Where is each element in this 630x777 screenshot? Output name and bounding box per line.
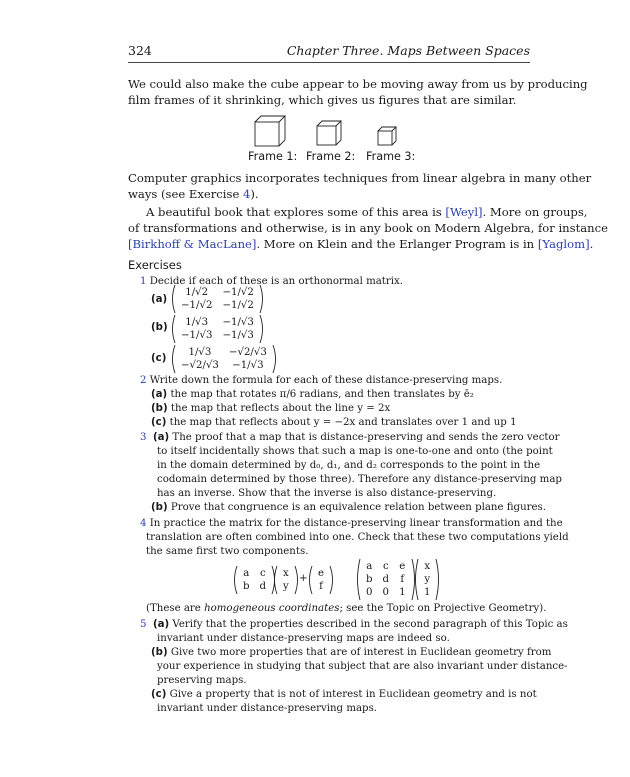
matrix-cell: 0	[382, 587, 390, 598]
right-paren	[329, 565, 335, 595]
ex5-c-label: (c)	[151, 689, 167, 700]
matrix-entries	[313, 567, 329, 593]
exercise-5	[140, 618, 568, 632]
matrix-cell: 1/√3	[188, 347, 212, 358]
matrix-4-ab	[232, 565, 277, 595]
exercise-2-text: Write down the formula for each of these distance-preserving maps.	[149, 375, 503, 386]
ex3-b-label: (b)	[151, 502, 168, 513]
ex3-b	[151, 501, 546, 515]
matrix-cell: b	[366, 574, 373, 585]
ex4-note-em: homogeneous coordinates	[204, 603, 340, 614]
citation-yaglom[interactable]: [Yaglom]	[537, 237, 590, 251]
ex5-a-line-1: Verify that the properties described in the second paragraph of this Topic as	[172, 619, 568, 630]
frame-caption-3: Frame 3:	[366, 150, 416, 163]
matrix-cell: −1/√2	[181, 300, 213, 311]
ex1-c-label: (c)	[151, 353, 167, 364]
exercise-5-number: 5	[140, 619, 147, 630]
intro-line-2: film frames of it shrinking, which gives us figures that are similar.	[128, 93, 517, 107]
ex5-c-line-1: Give a property that is not of interest in Euclidean geometry and is not	[169, 689, 537, 700]
matrix-cell: 0	[366, 587, 373, 598]
ex3-a-line-2: to itself incidentally shows that such a map is one-to-one and onto (the point	[157, 446, 553, 457]
ex2-c-text: the map that reflects about y = −2x and translates over 1 and up 1	[169, 417, 517, 428]
matrix-entries	[176, 346, 272, 372]
matrix-1a	[170, 284, 265, 314]
ex4-note-pre: (These are	[146, 603, 205, 614]
ex5-c-line-2: invariant under distance-preserving maps.	[157, 703, 378, 714]
ex1-a-label: (a)	[151, 294, 168, 305]
matrix-cell: y	[283, 581, 289, 592]
ex3-a-line-1: The proof that a map that is distance-preserving and sends the zero vector	[172, 432, 560, 443]
vector-4-xy	[272, 565, 300, 595]
ex3-a-line-5: has an inverse. Show that the inverse is also distance-preserving.	[157, 488, 497, 499]
ex2-b	[151, 402, 390, 416]
matrix-cell: x	[424, 561, 431, 572]
ex3-a-label: (a)	[152, 432, 170, 443]
para2-line-1	[146, 204, 587, 220]
exercise-4	[140, 517, 563, 531]
matrix-cell: d	[259, 581, 267, 592]
ex5-b-label: (b)	[151, 647, 168, 658]
matrix-cell: −1/√2	[222, 300, 254, 311]
header-rule	[128, 62, 530, 63]
page-number: 324	[128, 43, 152, 58]
citation-weyl[interactable]: [Weyl]	[445, 205, 483, 219]
para2-text-2: . More on groups,	[482, 205, 588, 219]
matrix-cell: c	[259, 568, 266, 579]
ex2-a	[151, 388, 474, 402]
exercise-2-number: 2	[140, 375, 147, 386]
ex2-b-text: the map that reflects about the line y = 2x	[170, 403, 391, 414]
matrix-1c	[170, 344, 278, 374]
matrix-cell: −1/√3	[222, 317, 254, 328]
ex5-a-label: (a)	[152, 619, 170, 630]
right-paren	[272, 344, 278, 374]
ex5-b	[151, 646, 551, 660]
ex4-note-post: ; see the Topic on Projective Geometry).	[339, 603, 547, 614]
exercise-3-number: 3	[140, 432, 147, 443]
citation-birkhoff[interactable]: [Birkhoff & MacLane]	[128, 237, 257, 251]
matrix-entries	[238, 567, 271, 593]
frame-caption-2: Frame 2:	[306, 150, 356, 163]
para2-line-3	[128, 236, 593, 252]
matrix-cell: 1	[424, 587, 431, 598]
ex5-b-line-2: your experience in studying that subject that are also invariant under distance-	[157, 661, 568, 672]
matrix-cell: 1	[399, 587, 406, 598]
right-paren	[259, 284, 265, 314]
ex5-b-line-1: Give two more properties that are of interest in Euclidean geometry from	[170, 647, 552, 658]
ex5-c	[151, 688, 537, 702]
matrix-entries	[176, 316, 259, 342]
ex5-a-line-2: invariant under distance-preserving maps are indeed so.	[157, 633, 450, 644]
matrix-cell: −1/√3	[181, 330, 213, 341]
para2-text-3: . More on Klein and the Erlanger Program is in	[256, 237, 538, 251]
matrix-cell: 1/√3	[185, 317, 209, 328]
para1-text: ways (see Exercise	[128, 187, 244, 201]
right-paren	[259, 314, 265, 344]
para2-text-4: .	[589, 237, 594, 251]
running-header: Chapter Three. Maps Between Spaces	[286, 43, 530, 58]
ex3-a-line-4: codomain determined by those three). Therefore any distance-preserving map	[157, 474, 562, 485]
matrix-cell: x	[283, 568, 289, 579]
matrix-entries	[419, 560, 435, 599]
cube-frame-1	[253, 114, 287, 148]
ex2-a-label: (a)	[151, 389, 168, 400]
matrix-1b	[170, 314, 265, 344]
plus-sign: +	[299, 573, 308, 584]
vector-4-xy1	[413, 558, 441, 601]
exercise-4-number: 4	[140, 518, 147, 529]
matrix-cell: −1/√3	[222, 330, 254, 341]
ex3-a-line-3: in the domain determined by d₀, d₁, and d₂ corresponds to the point in the	[157, 460, 541, 471]
exercise-2	[140, 374, 502, 388]
matrix-cell: −√2/√3	[181, 360, 219, 371]
ex2-a-text: the map that rotates π/6 radians, and then translates by ē₂	[170, 389, 474, 400]
exercise-1-text: Decide if each of these is an orthonormal matrix.	[149, 276, 404, 287]
ex3-b-text: Prove that congruence is an equivalence relation between plane figures.	[170, 502, 546, 513]
right-paren	[435, 558, 441, 601]
ex4-line-3: the same first two components.	[146, 546, 309, 557]
ex2-c-label: (c)	[151, 417, 167, 428]
ex4-note	[146, 602, 546, 616]
para2-line-2: of transformations and otherwise, is in any book on Modern Algebra, for instance	[128, 221, 608, 235]
para1-line-2	[128, 186, 259, 202]
matrix-cell: 1/√2	[185, 287, 209, 298]
matrix-entries	[361, 560, 411, 599]
intro-line-1: We could also make the cube appear to be moving away from us by producing	[128, 77, 588, 91]
matrix-cell: −1/√3	[232, 360, 264, 371]
para1-line-1: Computer graphics incorporates techniques from linear algebra in many other	[128, 171, 592, 185]
matrix-cell: f	[319, 581, 323, 592]
ex4-line-1: In practice the matrix for the distance-preserving linear transformation and the	[149, 518, 563, 529]
matrix-cell: b	[243, 581, 250, 592]
exercise-link[interactable]: 4	[243, 187, 251, 201]
matrix-4-3x3	[355, 558, 417, 601]
ex5-b-line-3: preserving maps.	[157, 675, 247, 686]
matrix-cell: a	[243, 568, 250, 579]
matrix-cell: −1/√2	[222, 287, 254, 298]
matrix-entries	[176, 286, 259, 312]
ex1-b-label: (b)	[151, 322, 168, 333]
cube-frame-3	[376, 125, 398, 147]
matrix-cell: e	[399, 561, 406, 572]
para2-text: A beautiful book that explores some of this area is	[146, 205, 446, 219]
ex2-c	[151, 416, 517, 430]
ex2-b-label: (b)	[151, 403, 168, 414]
ex4-line-2: translation are often combined into one. Check that these two computations yield	[146, 532, 569, 543]
matrix-cell: y	[424, 574, 431, 585]
vector-4-ef	[307, 565, 335, 595]
exercise-3	[140, 431, 560, 445]
matrix-cell: c	[382, 561, 389, 572]
exercise-1-number: 1	[140, 276, 147, 287]
matrix-cell: d	[382, 574, 390, 585]
para1-text-end: ).	[250, 187, 259, 201]
frame-caption-1: Frame 1:	[248, 150, 298, 163]
matrix-entries	[278, 567, 294, 593]
cube-frame-2	[315, 119, 343, 147]
matrix-cell: a	[366, 561, 373, 572]
matrix-cell: e	[318, 568, 325, 579]
matrix-cell: −√2/√3	[228, 347, 267, 358]
matrix-cell: f	[400, 574, 405, 585]
exercises-heading: Exercises	[128, 258, 182, 272]
